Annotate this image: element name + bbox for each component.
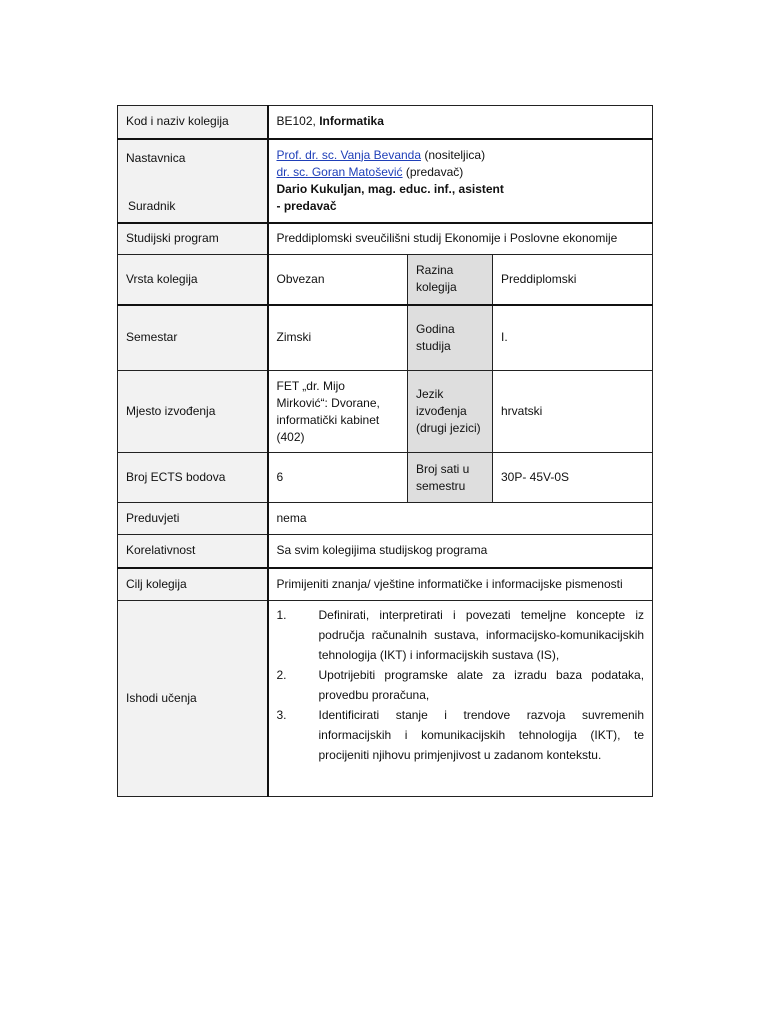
associate-label: Suradnik [128,198,176,213]
teacher-label: Nastavnica [126,150,186,165]
assistant-line-2: - predavač [276,198,337,213]
goal-label: Cilj kolegija [118,568,268,601]
course-type-value: Obvezan [268,255,408,305]
second-teacher-link[interactable]: dr. sc. Goran Matošević [276,164,403,179]
row-semester [118,305,653,371]
language-label: Jezik izvođenja (drugi jezici) [408,371,493,453]
outcome-text: Upotrijebiti programske alate za izradu baza podataka, provedbu proračuna, [318,668,645,702]
ects-value: 6 [268,453,408,503]
language-value: hrvatski [493,371,653,453]
ects-label: Broj ECTS bodova [118,453,268,503]
row-course-type [118,255,653,305]
correlation-value: Sa svim kolegijima studijskog programa [268,535,653,568]
course-code-cell [268,106,653,139]
teachers-value-cell [268,139,653,223]
row-course-code [118,106,653,139]
semester-label: Semestar [118,305,268,371]
course-type-label: Vrsta kolegija [118,255,268,305]
outcome-item [277,605,645,665]
row-goal [118,568,653,601]
hours-value: 30P- 45V-0S [493,453,653,503]
course-level-value: Preddiplomski [493,255,653,305]
row-venue [118,371,653,453]
study-year-label: Godina studija [408,305,493,371]
course-info-table [117,105,653,797]
course-name: Informatika [319,114,384,129]
row-ects [118,453,653,503]
venue-value: FET „dr. Mijo Mirković“: Dvorane, informatički kabinet (402) [268,371,408,453]
second-teacher-role: (predavač) [405,164,464,179]
teachers-label-cell [118,139,268,223]
lead-teacher-link[interactable]: Prof. dr. sc. Vanja Bevanda [276,147,422,162]
lead-teacher-role: (nositeljica) [424,147,486,162]
outcomes-cell [268,601,653,797]
outcome-text: Definirati, interpretirati i povezati temeljne koncepte iz područja računalnih sustava, informacijsko-komunikacijskih tehnologija (IKT) i informacijskih sustava (IS), [318,608,645,662]
outcome-item [277,705,645,765]
hours-label: Broj sati u semestru [408,453,493,503]
assistant-line-1: Dario Kukuljan, mag. educ. inf., asistent [276,181,504,196]
row-correlation [118,535,653,568]
course-code-label: Kod i naziv kolegija [118,106,268,139]
prerequisites-label: Preduvjeti [118,503,268,535]
correlation-label: Korelativnost [118,535,268,568]
row-prerequisites [118,503,653,535]
study-year-value: I. [493,305,653,371]
goal-value: Primijeniti znanja/ vještine informatičke i informacijske pismenosti [268,568,653,601]
venue-label: Mjesto izvođenja [118,371,268,453]
course-code: BE102, [276,114,316,129]
row-program [118,223,653,255]
outcomes-list [277,601,645,789]
outcomes-label: Ishodi učenja [118,601,268,797]
program-label: Studijski program [118,223,268,255]
outcome-text: Identificirati stanje i trendove razvoja suvremenih informacijskih i komunikacijskih tehnologija (IKT), te procijeniti njihovu primjenjivost u zadanom kontekstu. [318,708,645,762]
outcome-item [277,665,645,705]
outcome-number: 3. [276,708,287,722]
prerequisites-value: nema [268,503,653,535]
row-teachers [118,139,653,223]
program-value: Preddiplomski sveučilišni studij Ekonomije i Poslovne ekonomije [268,223,653,255]
semester-value: Zimski [268,305,408,371]
row-outcomes [118,601,653,797]
outcome-number: 1. [276,608,287,622]
course-level-label: Razina kolegija [408,255,493,305]
outcome-number: 2. [276,668,287,682]
